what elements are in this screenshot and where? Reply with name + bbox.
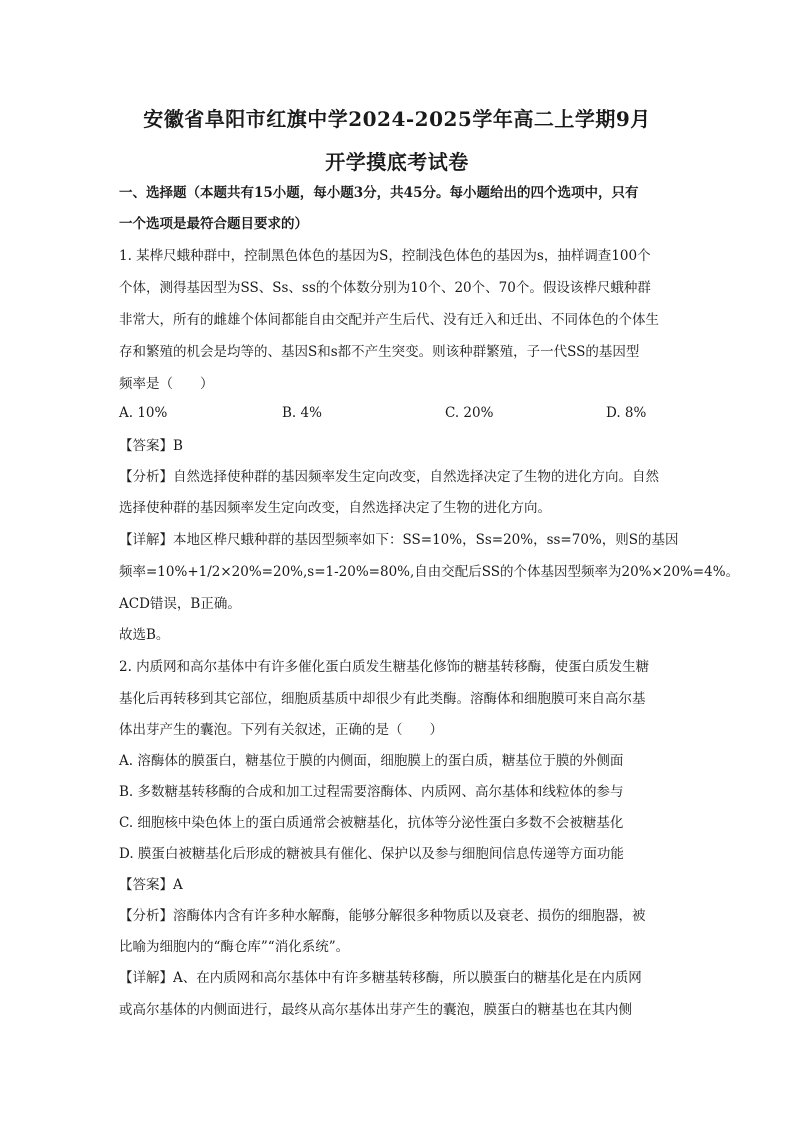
q1-stem: 存和繁殖的机会是均等的、基因S和s都不产生突变。则该种群繁殖，子一代SS的基因型 [119,344,640,360]
exam-title-line1: 安徽省阜阳市红旗中学2024-2025学年高二上学期9月 [143,107,651,131]
q2-detail: 【详解】A、在内质网和高尔基体中有许多糖基转移酶，所以膜蛋白的糖基化是在内质网 [119,970,642,986]
q2-detail: 或高尔基体的内侧面进行，最终从高尔基体出芽产生的囊泡，膜蛋白的糖基也在其内侧 [119,1002,632,1018]
q2-analysis: 【分析】溶酶体内含有许多种水解酶，能够分解很多种物质以及衰老、损伤的细胞器，被 [119,908,646,924]
q2-answer: 【答案】A [119,877,183,893]
q1-detail: 【详解】本地区桦尺蛾种群的基因型频率如下：SS=10%，Ss=20%，ss=70%，则S的基因 [119,532,679,548]
q2-option-b: B. 多数糖基转移酶的合成和加工过程需要溶酶体、内质网、高尔基体和线粒体的参与 [119,784,624,800]
section-heading-cont: 一个选项是最符合题目要求的） [119,216,308,232]
q1-option-a: A. 10% [119,405,168,421]
section-heading: 一、选择题（本题共有15小题，每小题3分，共45分。每小题给出的四个选项中，只有 [119,185,639,201]
q1-analysis: 【分析】自然选择使种群的基因频率发生定向改变，自然选择决定了生物的进化方向。自然 [119,469,659,485]
q2-option-a: A. 溶酶体的膜蛋白，糖基位于膜的内侧面，细胞膜上的蛋白质，糖基位于膜的外侧面 [119,753,624,769]
q1-stem: 个体，测得基因型为SS、Ss、ss的个体数分别为10个、20个、70个。假设该桦尺蛾种群 [119,280,651,296]
q2-stem: 2. 内质网和高尔基体中有许多催化蛋白质发生糖基化修饰的糖基转移酶，使蛋白质发生糖 [119,659,650,675]
q1-detail: ACD错误，B正确。 [119,596,241,612]
q2-option-d: D. 膜蛋白被糖基化后形成的糖被具有催化、保护以及参与细胞间信息传递等方面功能 [119,846,624,862]
q2-option-c: C. 细胞核中染色体上的蛋白质通常会被糖基化，抗体等分泌性蛋白多数不会被糖基化 [119,815,624,831]
q1-detail: 频率=10%+1/2×20%=20%,s=1-20%=80%,自由交配后SS的个体基因型频率为20%×20%=4%。 [119,564,740,580]
q2-stem: 基化后再转移到其它部位，细胞质基质中却很少有此类酶。溶酶体和细胞膜可来自高尔基 [119,691,646,707]
q2-analysis: 比喻为细胞内的“酶仓库”“消化系统”。 [119,939,350,955]
q1-answer: 【答案】B [119,438,183,454]
q2-stem: 体出芽产生的囊泡。下列有关叙述，正确的是（ ） [119,722,443,738]
q1-stem: 频率是（ ） [119,376,214,392]
q1-stem: 非常大，所有的雌雄个体间都能自由交配并产生后代、没有迁入和迁出、不同体色的个体生 [119,312,659,328]
q1-analysis: 选择使种群的基因频率发生定向改变，自然选择决定了生物的进化方向。 [119,500,551,516]
q1-detail: 故选B。 [119,627,170,643]
exam-title-line2: 开学摸底考试卷 [325,150,469,174]
q1-option-c: C. 20% [445,405,494,421]
q1-stem: 1. 某桦尺蛾种群中，控制黑色体色的基因为S，控制浅色体色的基因为s，抽样调查100个 [119,248,651,264]
q1-option-b: B. 4% [282,405,322,421]
q1-option-d: D. 8% [606,405,647,421]
